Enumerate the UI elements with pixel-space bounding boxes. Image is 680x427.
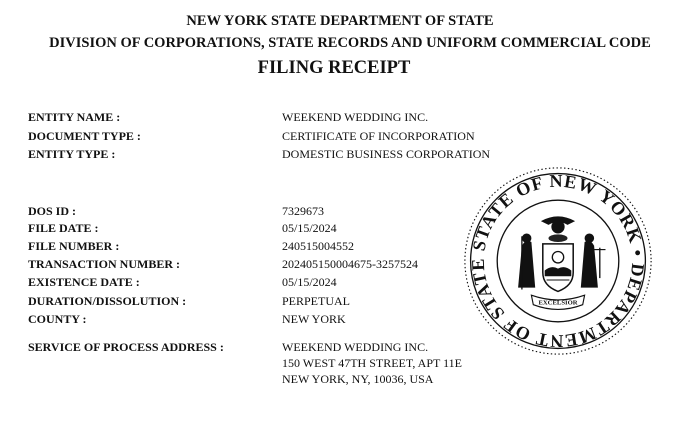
state-seal bbox=[463, 166, 653, 356]
entity-name-label: ENTITY NAME : bbox=[28, 110, 121, 124]
document-type-label: DOCUMENT TYPE : bbox=[28, 129, 141, 143]
entity-name-value: WEEKEND WEDDING INC. bbox=[282, 110, 429, 124]
header-line-2: DIVISION OF CORPORATIONS, STATE RECORDS AND UNIFORM COMMERCIAL CODE bbox=[49, 35, 651, 51]
receipt-title: FILING RECEIPT bbox=[257, 58, 411, 78]
header-line-1: NEW YORK STATE DEPARTMENT OF STATE bbox=[186, 13, 494, 29]
county-label: COUNTY : bbox=[28, 312, 87, 326]
existence-date-value: 05/15/2024 bbox=[282, 275, 337, 289]
service-of-process-label: SERVICE OF PROCESS ADDRESS : bbox=[28, 340, 224, 354]
entity-type-value: DOMESTIC BUSINESS CORPORATION bbox=[282, 147, 491, 161]
file-number-label: FILE NUMBER : bbox=[28, 239, 120, 253]
county-value: NEW YORK bbox=[282, 312, 346, 326]
file-number-value: 240515004552 bbox=[282, 239, 354, 253]
seal-motto: EXCELSIOR bbox=[538, 299, 578, 307]
duration-dissolution-value: PERPETUAL bbox=[282, 294, 351, 308]
file-date-label: FILE DATE : bbox=[28, 221, 99, 235]
dos-id-label: DOS ID : bbox=[28, 204, 77, 218]
dos-id-value: 7329673 bbox=[282, 204, 324, 218]
liberty-figure-icon bbox=[518, 241, 535, 288]
service-address-line-3: NEW YORK, NY, 10036, USA bbox=[282, 372, 434, 386]
transaction-number-label: TRANSACTION NUMBER : bbox=[28, 257, 181, 271]
service-address-line-2: 150 WEST 47TH STREET, APT 11E bbox=[282, 356, 463, 370]
transaction-number-value: 202405150004675-3257524 bbox=[282, 257, 418, 271]
document-type-value: CERTIFICATE OF INCORPORATION bbox=[282, 129, 475, 143]
file-date-value: 05/15/2024 bbox=[282, 221, 337, 235]
seal-ring-text: STATE OF NEW YORK • DEPARTMENT OF STATE bbox=[467, 170, 649, 352]
entity-type-label: ENTITY TYPE : bbox=[28, 147, 116, 161]
duration-dissolution-label: DURATION/DISSOLUTION : bbox=[28, 294, 187, 308]
justice-figure-icon bbox=[581, 241, 598, 288]
existence-date-label: EXISTENCE DATE : bbox=[28, 275, 140, 289]
service-address-line-1: WEEKEND WEDDING INC. bbox=[282, 340, 429, 354]
